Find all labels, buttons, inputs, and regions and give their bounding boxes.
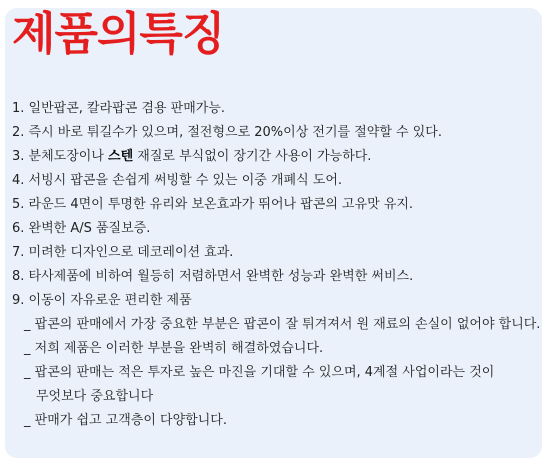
feature-item: 9. 이동이 자유로운 편리한 제품: [12, 293, 192, 308]
feature-item: 8. 타사제품에 비하여 월등히 저렴하면서 완벽한 성능과 완벽한 써비스.: [12, 269, 414, 284]
feature-highlight: 20%: [254, 125, 284, 140]
feature-subitem: _ 저희 제품은 이러한 부분을 완벽히 해결하였습니다.: [24, 341, 324, 356]
feature-text: 2. 즉시 바로 튀길수가 있으며, 절전형으로: [12, 125, 255, 140]
feature-list: [12, 97, 550, 433]
feature-item: [12, 121, 550, 145]
feature-subitem: _ 팝콘의 판매에서 가장 중요한 부분은 팝콘이 잘 튀겨져서 원 재료의 손실이 없어야 합니다.: [24, 317, 541, 332]
feature-item: 1. 일반팝콘, 칼라팝콘 겸용 판매가능.: [12, 101, 226, 116]
feature-item: 6. 완벽한 A/S 품질보증.: [12, 221, 151, 236]
feature-subitem: _ 판매가 쉽고 고객층이 다양합니다.: [24, 413, 227, 428]
feature-item: 4. 서빙시 팝콘을 손쉽게 써빙할 수 있는 이중 개폐식 도어.: [12, 173, 343, 188]
feature-text: 이상 전기를 절약할 수 있다.: [283, 125, 442, 140]
feature-text: 3. 분체도장이나: [12, 149, 109, 164]
feature-text: 재질로 부식없이 장기간 사용이 가능하다.: [133, 149, 372, 164]
feature-item: 7. 미려한 디자인으로 데코레이션 효과.: [12, 245, 234, 260]
page-title: 제품의특징: [12, 7, 225, 60]
feature-item: 5. 라운드 4면이 투명한 유리와 보온효과가 뛰어나 팝콘의 고유맛 유지.: [12, 197, 414, 212]
feature-item: [12, 145, 550, 169]
feature-subitem: _ 팝콘의 판매는 적은 투자로 높은 마진을 기대할 수 있으며, 4계절 사업이라는 것이: [24, 365, 495, 380]
feature-highlight: 스텐: [108, 149, 134, 164]
feature-subitem-continued: 무엇보다 중요합니다: [36, 389, 154, 404]
